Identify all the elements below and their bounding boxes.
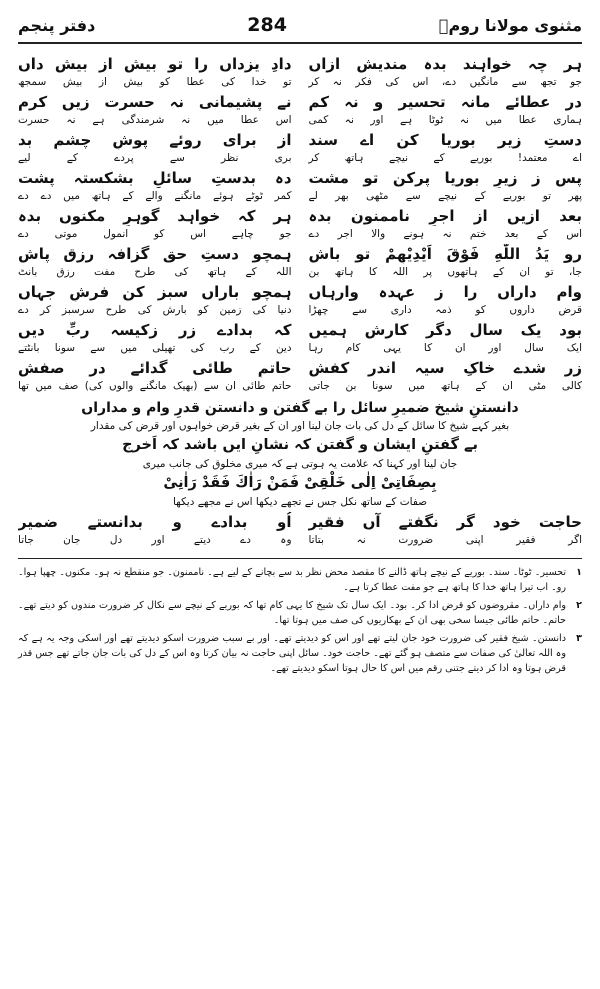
section-heading: دانستنِ شیخ ضمیرِ سائل را بے گفتن و دانستن قدرِ وام و مداراں (81, 400, 519, 416)
couplet (18, 244, 582, 282)
urdu-translation: دنیا کی زمین کو بارش کی طرح سرسبز کر دے (18, 304, 292, 316)
urdu-translation: پھر تو بوریے کے نیچے سے مٹھی بھر لے (308, 190, 582, 202)
persian-verse: در عطائے مانہ تحسیر و نہ کم (308, 93, 582, 111)
persian-verse: حاتمِ طائی گدائے در صفش (18, 359, 292, 377)
persian-verse: بعد ازیں از اجرِ ناممنون بدہ (308, 207, 582, 225)
urdu-translation: جو چاہے اس کو انمول موتی دے (18, 228, 292, 240)
footnote-text: وام داراں۔ مقروضوں کو قرض ادا کر۔ بود۔ ایک سال تک شیخ کا یہی کام تھا کہ بوریے کے نیچے سے نکال کر ضرورت مندوں کو دیتے تھے۔ حاتم۔ حاتم طائی جیسا سخی بھی ان کے بھکاریوں کی صف میں ہوتا تھا۔ (18, 600, 566, 626)
persian-verse: پس ز زیرِ بوریا پرکن تو مشت (308, 169, 582, 187)
footnotes (18, 565, 582, 676)
book-page (0, 8, 600, 989)
urdu-translation: تو خدا کی عطا کو بیش از بیش سمجھ (18, 76, 292, 88)
urdu-translation: بری نظر سے پردے کے لیے (18, 152, 292, 164)
section-line-translation: جان لینا اور کہنا کہ علامت یہ ہوتی ہے کہ میری مخلوق کی جانب میری (142, 458, 458, 470)
persian-verse: ہر چہ خواہند بدہ مندیش ازاں (308, 55, 582, 73)
persian-verse: حاجت خود گر نگفتے آں فقیر (308, 513, 582, 531)
couplet (18, 168, 582, 206)
urdu-translation: اللہ کے ہاتھ کی طرح مفت رزق بانٹ (18, 266, 292, 278)
footnote-divider (18, 558, 582, 559)
section-heading-translation: بغیر کہے شیخ کا سائل کے دل کی بات جان لینا اور ان کے بغیر قرض خواہوں اور قرض کی مقدار (90, 420, 510, 432)
urdu-translation: جو تجھ سے مانگیں دے، اس کی فکر نہ کر (308, 76, 582, 88)
urdu-translation: دین کے رب کی تھیلی میں سے سونا بانٹتے (18, 342, 292, 354)
persian-verse: وام داراں را ز عہدہ وارہاں (308, 283, 582, 301)
urdu-translation: جا، تو ان کے ہاتھوں پر اللہ کا ہاتھ بن (308, 266, 582, 278)
urdu-translation: قرض داروں کو ذمہ داری سے چھڑا (308, 304, 582, 316)
persian-verse: زر شدے خاکِ سیہ اندر کفش (308, 359, 582, 377)
persian-verse: دہ بدستِ سائلِ بشکستہ پشت (18, 169, 292, 187)
persian-verse: دادِ یزداں را تو بیش از بیش داں (18, 55, 292, 73)
urdu-translation: کمر ٹوٹے ہوئے مانگنے والے کے ہاتھ میں دے دے (18, 190, 292, 202)
footnote (18, 565, 582, 595)
footnote (18, 598, 582, 628)
urdu-translation: کالی مٹی ان کے ہاتھ میں سونا بن جاتی (308, 380, 582, 392)
section-line: بے گفتنِ ایشان و گفتن کہ نشانِ ایں باشد کہ اَخرج (122, 437, 478, 453)
tail-couplet (18, 512, 582, 550)
couplet (18, 92, 582, 130)
footnote-text: دانستن۔ شیخ فقیر کی ضرورت خود جان لیتے تھے اور اس کو دیدیتے تھے۔ اور بے سبب ضرورت اسکو دیدیتے تھے اور اسکی وجہ یہ ہے کہ وہ اللہ تعالیٰ کی صفات سے متصف ہو گئے تھے۔ حاجت خود۔ سائل اپنی حاجت نہ بیان کرتا وہ اس کے دل کی بات جان جاتے تھے جس قدر قرض ہوتا وہ ادا کر دیتے جتنی رقم میں اس کا حال ہوتا اسکو دیدیتے تھے۔ (18, 633, 566, 674)
couplet (18, 282, 582, 320)
urdu-translation: ایک سال اور ان کا یہی کام رہا (308, 342, 582, 354)
urdu-translation: اگر فقیر اپنی ضرورت نہ بتاتا (308, 534, 582, 546)
footnote-number: ٢ (576, 600, 582, 611)
persian-verse: ہمچو باراں سبز کن فرشِ جہاں (18, 283, 292, 301)
footnote-number: ١ (576, 567, 582, 578)
volume-label: دفتر پنجم (18, 15, 96, 35)
book-title: مثنوی مولانا رومؒ (438, 15, 582, 35)
urdu-translation: اس عطا میں نہ شرمندگی ہے نہ حسرت (18, 114, 292, 126)
urdu-translation: حاتم طائی ان سے (بھیک مانگنے والوں کی) صف میں تھا (18, 380, 292, 392)
persian-verse: دستِ زیر بوریا کن اے سند (308, 131, 582, 149)
persian-verse: ہر کہ خواہد گوہرِ مکنوں بدہ (18, 207, 292, 225)
page-number: 284 (247, 14, 287, 36)
urdu-translation: اے معتمد! بوریے کے نیچے ہاتھ کر (308, 152, 582, 164)
persian-verse: اُو بدادے و بدانستے ضمیر (18, 513, 292, 531)
urdu-translation: ہماری عطا میں نہ ٹوٹا ہے اور نہ کمی (308, 114, 582, 126)
couplet (18, 130, 582, 168)
arabic-hadith-translation: صفات کے ساتھ نکل جس نے تجھے دیکھا اس نے مجھے دیکھا (172, 496, 428, 508)
persian-verse: کہ بدادے زر زکیسہ ربِّ دیں (18, 321, 292, 339)
footnote-text: تحسیر۔ ٹوٹا۔ سند۔ بوریے کے نیچے ہاتھ ڈالنے کا مقصد محض نظر بد سے بچانے کے لیے ہے۔ ناممنون۔ جو منقطع نہ ہو۔ مکنوں۔ چھپا ہوا۔ رو۔ اب تیرا ہاتھ خدا کا ہاتھ ہے جو مفت عطا کرتا ہے۔ (18, 567, 566, 593)
persian-verse: از برای روئے پوشِ چشمِ بد (18, 131, 292, 149)
persian-verse: نے پشیمانی نہ حسرت زیں کرم (18, 93, 292, 111)
couplet (18, 358, 582, 396)
couplet (18, 320, 582, 358)
couplet (18, 54, 582, 92)
page-header (18, 8, 582, 44)
section-block (18, 398, 582, 510)
couplet (18, 206, 582, 244)
persian-verse: ہمچو دستِ حق گزافہ رزق پاش (18, 245, 292, 263)
couplet-list (18, 54, 582, 396)
footnote (18, 631, 582, 676)
arabic-hadith: بِصِفَاتِیْ اِلٰی خَلْقِیْ فَمَنْ رَاٰكَ فَقَدْ رَاٰنِیْ (163, 475, 437, 491)
persian-verse: رو یَدُ اللّٰهِ فَوْقَ اَیْدِیْهِمْ تو باش (308, 245, 582, 263)
persian-verse: بود یک سال دگر کارش ہمیں (308, 321, 582, 339)
urdu-translation: اس کے بعد ختم نہ ہونے والا اجر دے (308, 228, 582, 240)
footnote-number: ٣ (576, 633, 582, 644)
urdu-translation: وہ دے دیتے اور دل جان جاتا (18, 534, 292, 546)
